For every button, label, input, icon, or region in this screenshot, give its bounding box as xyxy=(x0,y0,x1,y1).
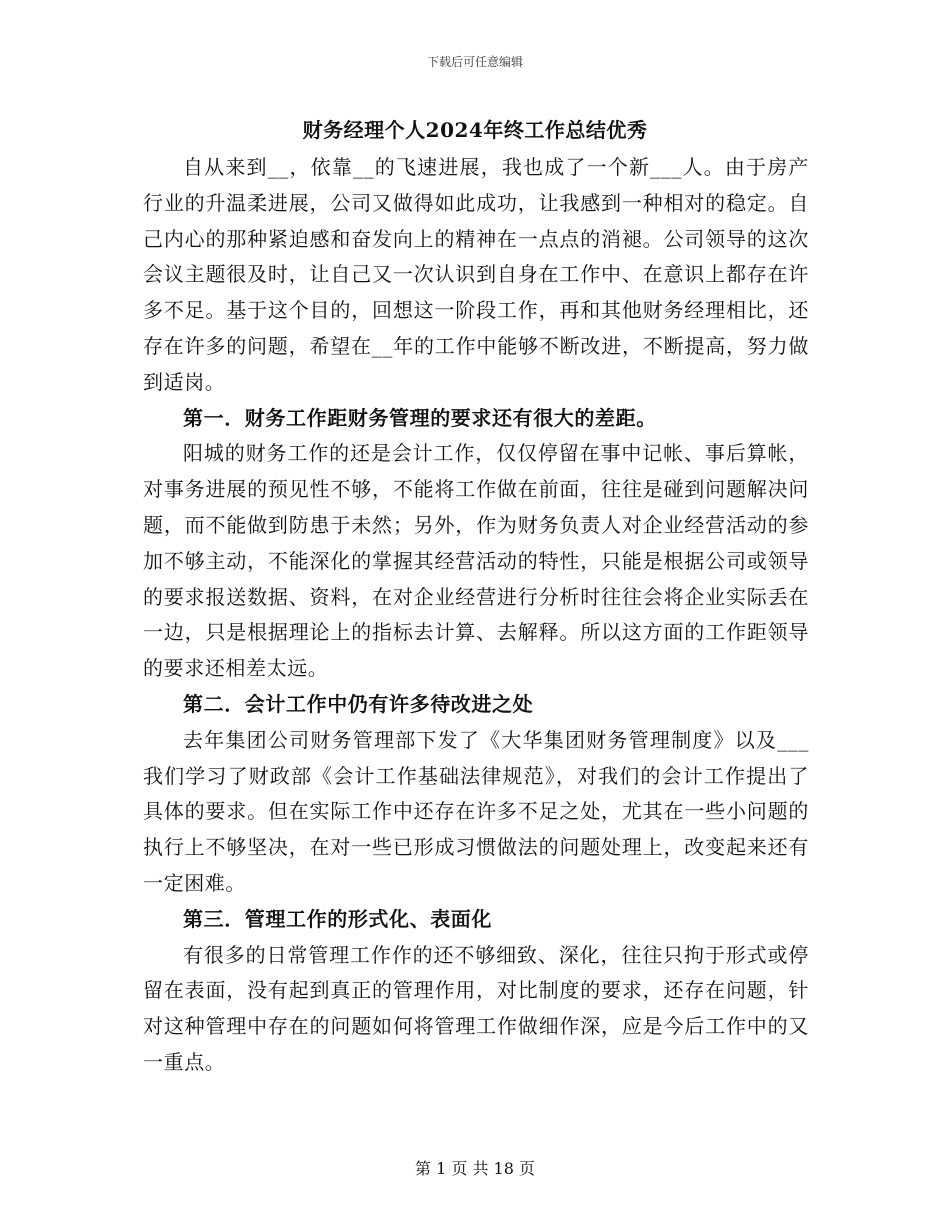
paragraph-section-3: 有很多的日常管理工作作的还不够细致、深化，往往只拘于形式或停留在表面，没有起到真正的管理作用，对比制度的要求，还存在问题，针对这种管理中存在的问题如何将管理工作做细作深，应是今后工作中的又一重点。 xyxy=(143,942,809,1074)
section-heading-1: 第一．财务工作距财务管理的要求还有很大的差距。 xyxy=(183,405,657,430)
paragraph-section-2: 去年集团公司财务管理部下发了《大华集团财务管理制度》以及___我们学习了财政部《会计工作基础法律规范》，对我们的会计工作提出了具体的要求。但在实际工作中还存在许多不足之处，尤其在一些小问题的执行上不够坚决，在对一些已形成习惯做法的问题处理上，改变起来还有一定困难。 xyxy=(143,727,809,895)
document-title: 财务经理个人2024年终工作总结优秀 xyxy=(302,118,648,142)
document-body xyxy=(143,150,809,1081)
section-heading-2: 第二．会计工作中仍有许多待改进之处 xyxy=(183,691,534,716)
section-heading-3: 第三．管理工作的形式化、表面化 xyxy=(183,906,492,931)
paragraph-intro: 自从来到__，依靠__的飞速进展，我也成了一个新___人。由于房产行业的升温柔进展，公司又做得如此成功，让我感到一种相对的稳定。自己内心的那种紧迫感和奋发向上的精神在一点点的消褪。公司领导的这次会议主题很及时，让自己又一次认识到自身在工作中、在意识上都存在许多不足。基于这个目的，回想这一阶段工作，再和其他财务经理相比，还存在许多的问题，希望在__年的工作中能够不断改进，不断提高，努力做到适岗。 xyxy=(143,155,809,394)
header-note: 下载后可任意编辑 xyxy=(426,55,523,69)
page-footer: 第 1 页 共 18 页 xyxy=(415,1159,535,1178)
paragraph-section-1: 阳城的财务工作的还是会计工作，仅仅停留在事中记帐、事后算帐，对事务进展的预见性不够，不能将工作做在前面，往往是碰到问题解决问题，而不能做到防患于未然；另外，作为财务负责人对企业经营活动的参加不够主动，不能深化的掌握其经营活动的特性，只能是根据公司或领导的要求报送数据、资料，在对企业经营进行分析时往往会将企业实际丢在一边，只是根据理论上的指标去计算、去解释。所以这方面的工作距领导的要求还相差太远。 xyxy=(143,441,809,681)
